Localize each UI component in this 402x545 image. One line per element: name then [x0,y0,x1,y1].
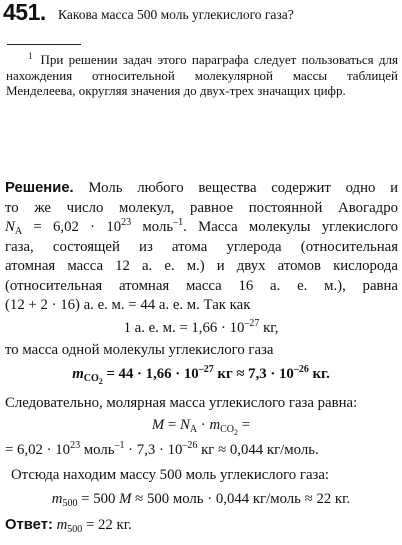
answer-value: = 22 кг. [82,517,132,533]
problem-question: Какова масса 500 моль углекислого газа? [58,7,294,22]
solution-paragraph [5,179,398,316]
amu-exp: –27 [244,318,260,329]
solution-text: Моль любого вещества содержит одно и [88,180,399,196]
molar-m-subsub: 2 [234,428,239,437]
avogadro-exp: 23 [121,217,132,228]
avogadro-unit-exp: –1 [173,217,184,228]
footnote-text: При решении задач этого параграфа следует пользоваться для нахождения относительной молекулярной массы таблицей Менделеева, округляя значения до двух-трех значащих цифр. [6,52,398,98]
molar-formula-2 [5,442,319,459]
m500-symbol: m [51,491,63,507]
molar-formula-1 [0,417,402,437]
molar-tail: = [238,417,251,433]
avogadro-symbol: N [5,219,15,235]
solution-line-1 [5,179,398,199]
molar-N-sub: A [189,424,198,435]
answer [5,517,132,534]
footnote-mark: 1 [28,51,33,61]
molar2-b: моль [80,442,115,458]
avogadro-value: = 6,02 · 10 [22,219,122,235]
amu-left: 1 а. е. м. = 1,66 · 10 [123,320,245,336]
molar-M: M [151,417,165,433]
molar2-e1: 23 [70,440,81,451]
mco2-body: = 44 · 1,66 · 10 [102,366,199,382]
mco2-unit: кг. [308,366,330,382]
answer-m: m [56,517,68,533]
avogadro-unit: моль [131,219,174,235]
mco2-sub: CO [83,373,99,384]
amu-unit: кг, [259,320,279,336]
molar2-a: = 6,02 · 10 [5,442,71,458]
mco2-symbol: m [72,366,84,382]
footnote-divider [7,44,81,45]
m500-b: ≈ 500 моль · 0,044 кг/моль ≈ 22 кг. [131,491,351,507]
amu-formula [0,320,402,337]
molar-m: m [209,417,221,433]
avogadro-tail: . [183,219,187,235]
molar-m-sub: CO [220,424,235,435]
m500-M: M [119,491,132,507]
solution-text: Масса молекулы углекислого [198,219,398,235]
problem-number: 451. [3,0,46,25]
avogadro-formula [5,219,187,235]
molar2-e3: –26 [182,440,198,451]
mco2-formula [0,364,402,386]
solution-label: Решение. [5,180,74,196]
molar-N: N [180,417,190,433]
solution-line-2: то же число молекул, равное постоянной Авогадро [5,199,398,216]
solution-line-6: (относительная атомная масса 16 а. е. м.), равна [5,277,398,294]
text-molar: Следовательно, молярная масса углекислого газа равна: [5,395,358,411]
solution-line-7: (12 + 2 · 16) а. е. м. = 44 а. е. м. Так как [5,297,251,313]
molar2-c: · 7,3 · 10 [124,442,183,458]
molar-dot: · [197,417,210,433]
text-find: Отсюда находим массу 500 моль углекислого газа: [11,467,330,483]
mco2-exp2: –26 [293,364,309,375]
avogadro-sub: A [14,226,23,237]
mco2-mid: кг ≈ 7,3 · 10 [213,366,294,382]
m500-a: = 500 [77,491,120,507]
m500-formula [0,491,402,508]
molar2-d: кг ≈ 0,044 кг/моль. [197,442,319,458]
solution-line-3 [5,218,398,238]
solution-line-5: атомная масса 12 а. е. м.) и двух атомов кислорода [5,258,398,274]
solution-line-4: газа, состоящей из атома углерода (относительная [5,238,398,255]
answer-label: Ответ: [5,517,53,533]
text-molecule-mass: то масса одной молекулы углекислого газа [5,342,274,358]
mco2-subsub: 2 [98,377,103,386]
answer-sub: 500 [67,524,83,535]
molar2-e2: –1 [114,440,125,451]
footnote [6,49,398,99]
m500-sub: 500 [62,498,78,509]
molar-eq: = [164,417,180,433]
mco2-exp1: –27 [198,364,214,375]
